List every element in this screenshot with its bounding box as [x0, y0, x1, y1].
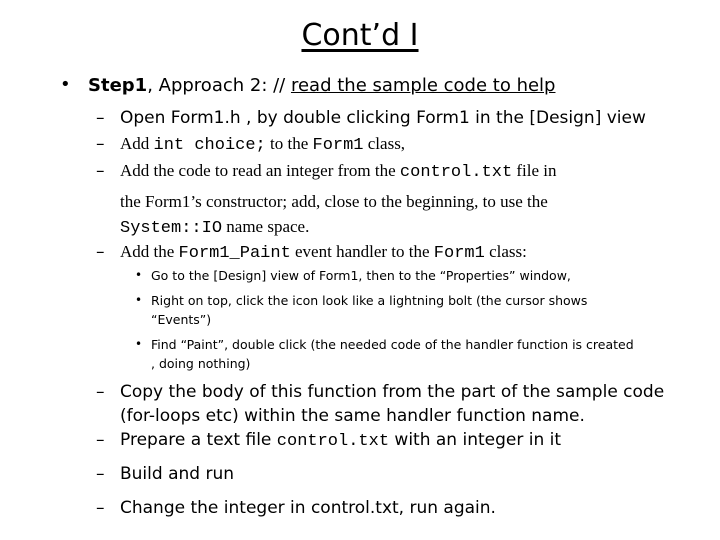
list-item-copy-body: Copy the body of this function from the part of the sample code	[120, 382, 665, 402]
list-item-prepare-file	[120, 430, 561, 451]
step-heading	[88, 75, 555, 96]
sub-bullet-marker: •	[135, 293, 143, 307]
text-span: Add the	[120, 242, 179, 261]
text-span: Add	[120, 134, 154, 153]
list-item-add-handler	[120, 242, 527, 263]
page-title: Cont’d I	[301, 18, 419, 53]
text-span: Add the code to read an integer from the	[120, 161, 400, 180]
list-item-read-integer	[120, 161, 557, 182]
list-item-copy-body-cont: (for-loops etc) within the same handler function name.	[120, 406, 585, 426]
text-span: to the	[265, 134, 313, 153]
code-span: control.txt	[399, 163, 513, 182]
list-item-read-integer-cont2	[120, 217, 309, 238]
dash-marker: –	[96, 242, 105, 262]
code-span: Form1_Paint	[178, 244, 291, 263]
text-span: name space.	[222, 217, 310, 236]
sub-bullet-marker: •	[135, 268, 143, 282]
code-span: control.txt	[276, 432, 390, 451]
list-item-open-form: Open Form1.h , by double clicking Form1 in the [Design] view	[120, 108, 646, 128]
text-span: event handler to the	[290, 242, 434, 261]
sub-item-find-paint: Find “Paint”, double click (the needed code of the handler function is created	[151, 337, 634, 352]
text-span: with an integer in it	[389, 430, 562, 450]
step-approach: , Approach 2: //	[147, 75, 291, 96]
code-span: Form1	[433, 244, 485, 263]
list-item-change-integer: Change the integer in control.txt, run again.	[120, 498, 496, 518]
text-span: class:	[484, 242, 527, 261]
dash-marker: –	[96, 382, 105, 402]
text-span: class,	[363, 134, 406, 153]
sub-item-lightning: Right on top, click the icon look like a lightning bolt (the cursor shows	[151, 293, 588, 308]
text-span: file in	[512, 161, 557, 180]
dash-marker: –	[96, 161, 105, 181]
list-item-build-run: Build and run	[120, 464, 235, 484]
sub-item-lightning-cont: “Events”)	[151, 312, 212, 327]
sub-item-go-design: Go to the [Design] view of Form1, then to the “Properties” window,	[151, 268, 571, 283]
bullet-marker: •	[60, 74, 71, 95]
sub-bullet-marker: •	[135, 337, 143, 351]
step-label: Step1	[88, 75, 148, 96]
text-span: Prepare a text file	[120, 430, 277, 450]
dash-marker: –	[96, 108, 105, 128]
code-span: Form1	[312, 136, 364, 155]
dash-marker: –	[96, 498, 105, 518]
step-goal: read the sample code to help	[290, 75, 556, 96]
code-span: int choice;	[153, 136, 266, 155]
list-item-read-integer-cont: the Form1’s constructor; add, close to the beginning, to use the	[120, 192, 548, 211]
dash-marker: –	[96, 464, 105, 484]
sub-item-find-paint-cont: , doing nothing)	[151, 356, 251, 371]
dash-marker: –	[96, 430, 105, 450]
dash-marker: –	[96, 134, 105, 154]
code-span: System::IO	[120, 219, 223, 238]
list-item-add-int	[120, 134, 405, 155]
